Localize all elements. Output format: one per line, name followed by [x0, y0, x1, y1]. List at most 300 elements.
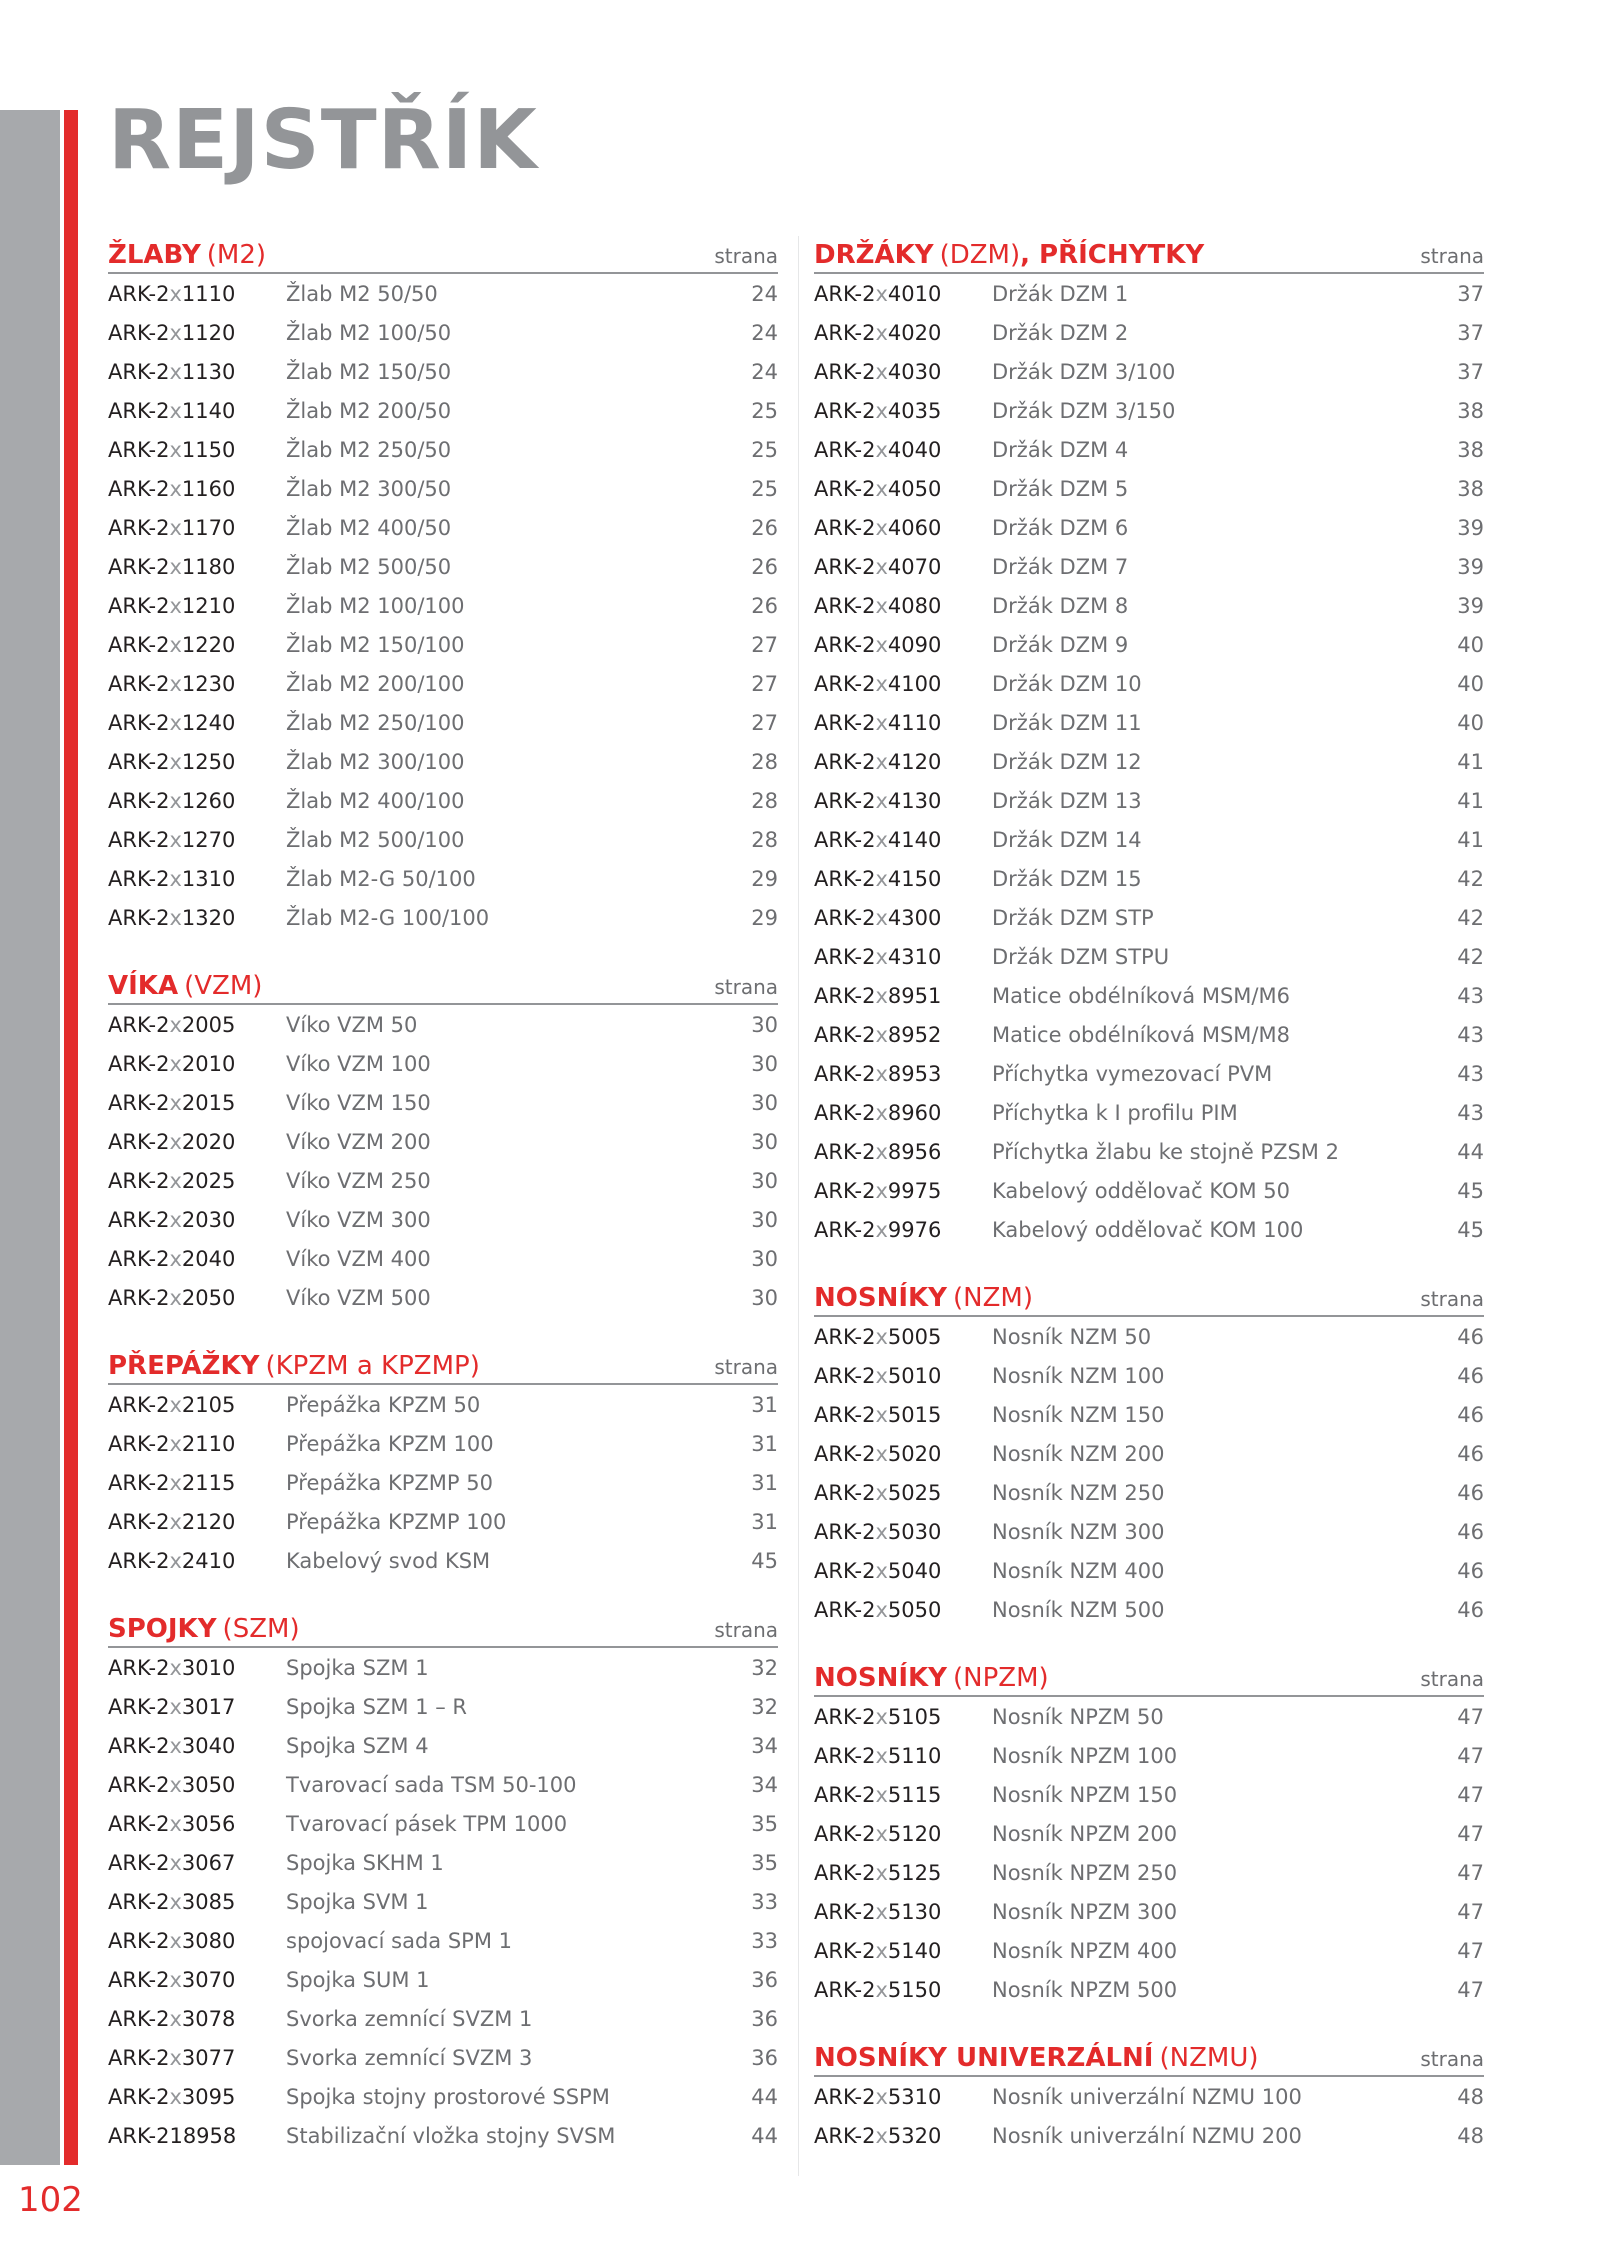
product-description: Matice obdélníková MSM/M8 — [992, 1022, 1290, 1047]
column-divider — [798, 236, 799, 2176]
page-reference: 47 — [1457, 1899, 1484, 1924]
page-reference: 30 — [751, 1129, 778, 1154]
page-reference: 47 — [1457, 1821, 1484, 1846]
index-row — [108, 898, 778, 937]
index-row — [108, 1882, 778, 1921]
code-x: x — [169, 398, 182, 423]
product-description: Držák DZM 14 — [992, 827, 1142, 852]
product-code: ARK-2x2030 — [108, 1207, 236, 1232]
page-reference: 31 — [751, 1392, 778, 1417]
product-description: Přepážka KPZM 100 — [286, 1431, 494, 1456]
code-x: x — [169, 1733, 182, 1758]
code-x: x — [875, 905, 888, 930]
product-code: ARK-2x1240 — [108, 710, 236, 735]
section-header — [108, 236, 778, 274]
product-code: ARK-2x4040 — [814, 437, 942, 462]
product-description: Spojka SKHM 1 — [286, 1850, 444, 1875]
index-row — [108, 1044, 778, 1083]
index-row — [108, 1843, 778, 1882]
index-row — [108, 1960, 778, 1999]
index-row — [108, 274, 778, 313]
code-x: x — [169, 1470, 182, 1495]
product-description: Žlab M2 200/100 — [286, 671, 465, 696]
page-reference: 46 — [1457, 1558, 1484, 1583]
page-reference: 39 — [1457, 515, 1484, 540]
product-description: Žlab M2 250/50 — [286, 437, 452, 462]
product-description: Nosník NZM 200 — [992, 1441, 1165, 1466]
product-code: ARK-2x2105 — [108, 1392, 236, 1417]
section-title-code: (NPZM) — [953, 1663, 1049, 1693]
page-reference: 45 — [751, 1548, 778, 1573]
code-x: x — [169, 1850, 182, 1875]
product-description: Držák DZM 1 — [992, 281, 1129, 306]
code-x: x — [875, 1743, 888, 1768]
product-code: ARK-2x1250 — [108, 749, 236, 774]
index-row — [108, 703, 778, 742]
product-code: ARK-2x5320 — [814, 2123, 942, 2148]
index-row — [108, 586, 778, 625]
product-code: ARK-2x9976 — [814, 1217, 942, 1242]
index-row — [814, 1356, 1484, 1395]
page-reference: 46 — [1457, 1597, 1484, 1622]
code-x: x — [875, 1100, 888, 1125]
page-number: 102 — [18, 2180, 83, 2220]
section-header — [814, 236, 1484, 274]
index-row — [108, 1921, 778, 1960]
index-row — [814, 1736, 1484, 1775]
product-code: ARK-2x4020 — [814, 320, 942, 345]
code-x: x — [875, 1363, 888, 1388]
index-section — [108, 1610, 778, 2155]
section-header — [814, 1279, 1484, 1317]
section-title-code: (NZM) — [953, 1283, 1033, 1313]
product-code: ARK-2x4300 — [814, 905, 942, 930]
product-code: ARK-2x2010 — [108, 1051, 236, 1076]
product-code: ARK-218958 — [108, 2123, 237, 2148]
page-reference: 44 — [751, 2084, 778, 2109]
code-x: x — [875, 1899, 888, 1924]
code-x: x — [169, 437, 182, 462]
product-code: ARK-2x3010 — [108, 1655, 236, 1680]
product-description: Nosník univerzální NZMU 200 — [992, 2123, 1302, 2148]
index-row — [108, 2077, 778, 2116]
index-section — [814, 236, 1484, 1249]
product-description: Matice obdélníková MSM/M6 — [992, 983, 1290, 1008]
product-code: ARK-2x4310 — [814, 944, 942, 969]
code-x: x — [169, 1392, 182, 1417]
product-code: ARK-2x1180 — [108, 554, 236, 579]
product-code: ARK-2x3095 — [108, 2084, 236, 2109]
page-reference: 46 — [1457, 1441, 1484, 1466]
product-code: ARK-2x4130 — [814, 788, 942, 813]
product-description: Nosník NPZM 500 — [992, 1977, 1178, 2002]
code-x: x — [875, 476, 888, 501]
index-row — [814, 1093, 1484, 1132]
section-title-code: (NZMU) — [1159, 2043, 1259, 2073]
product-code: ARK-2x4120 — [814, 749, 942, 774]
code-x: x — [169, 1811, 182, 1836]
product-code: ARK-2x3017 — [108, 1694, 236, 1719]
product-code: ARK-2x1140 — [108, 398, 236, 423]
product-code: ARK-2x1170 — [108, 515, 236, 540]
code-x: x — [875, 437, 888, 462]
section-title-name: NOSNÍKY — [814, 1283, 947, 1313]
page-reference: 24 — [751, 281, 778, 306]
page-reference: 28 — [751, 788, 778, 813]
index-row — [814, 1551, 1484, 1590]
code-x: x — [169, 1928, 182, 1953]
product-code: ARK-2x2410 — [108, 1548, 236, 1573]
product-code: ARK-2x1160 — [108, 476, 236, 501]
index-row — [108, 1726, 778, 1765]
product-description: Držák DZM STPU — [992, 944, 1170, 969]
page-reference: 34 — [751, 1733, 778, 1758]
index-row — [814, 820, 1484, 859]
product-description: Spojka stojny prostorové SSPM — [286, 2084, 610, 2109]
code-x: x — [875, 1977, 888, 2002]
code-x: x — [169, 1012, 182, 1037]
code-x: x — [875, 1022, 888, 1047]
index-row — [108, 1463, 778, 1502]
page-reference: 27 — [751, 671, 778, 696]
index-row — [814, 703, 1484, 742]
product-description: Žlab M2 250/100 — [286, 710, 465, 735]
product-code: ARK-2x5150 — [814, 1977, 942, 2002]
code-x: x — [875, 788, 888, 813]
section-title — [108, 1353, 480, 1379]
product-code: ARK-2x1120 — [108, 320, 236, 345]
page-reference: 47 — [1457, 1938, 1484, 1963]
product-description: Nosník univerzální NZMU 100 — [992, 2084, 1302, 2109]
product-code: ARK-2x5030 — [814, 1519, 942, 1544]
page-reference: 29 — [751, 866, 778, 891]
page-reference: 47 — [1457, 1860, 1484, 1885]
product-description: Příchytka k I profilu PIM — [992, 1100, 1238, 1125]
product-code: ARK-2x3040 — [108, 1733, 236, 1758]
product-code: ARK-2x4070 — [814, 554, 942, 579]
product-description: Kabelový oddělovač KOM 100 — [992, 1217, 1304, 1242]
product-code: ARK-2x2050 — [108, 1285, 236, 1310]
product-description: Nosník NPZM 300 — [992, 1899, 1178, 1924]
product-description: Nosník NZM 250 — [992, 1480, 1165, 1505]
code-x: x — [875, 1938, 888, 1963]
product-description: Držák DZM 15 — [992, 866, 1142, 891]
code-x: x — [169, 1694, 182, 1719]
product-description: Tvarovací pásek TPM 1000 — [286, 1811, 568, 1836]
product-description: Nosník NPZM 400 — [992, 1938, 1178, 1963]
section-header — [108, 967, 778, 1005]
page-reference: 36 — [751, 2045, 778, 2070]
code-x: x — [875, 1061, 888, 1086]
product-description: Žlab M2 150/50 — [286, 359, 452, 384]
product-code: ARK-2x5310 — [814, 2084, 942, 2109]
product-code: ARK-2x4090 — [814, 632, 942, 657]
index-row — [108, 1200, 778, 1239]
product-code: ARK-2x2015 — [108, 1090, 236, 1115]
code-x: x — [875, 2084, 888, 2109]
page-reference: 36 — [751, 2006, 778, 2031]
code-x: x — [875, 1821, 888, 1846]
code-x: x — [169, 1246, 182, 1271]
code-x: x — [169, 1090, 182, 1115]
index-row — [814, 1395, 1484, 1434]
strana-label: strana — [714, 975, 778, 999]
code-x: x — [169, 476, 182, 501]
page-reference: 28 — [751, 749, 778, 774]
index-row — [814, 976, 1484, 1015]
product-description: Nosník NZM 300 — [992, 1519, 1165, 1544]
code-x: x — [169, 1207, 182, 1232]
product-code: ARK-2x4010 — [814, 281, 942, 306]
side-red-bar — [64, 110, 78, 2165]
right-column — [814, 236, 1484, 2185]
code-x: x — [875, 1704, 888, 1729]
product-description: Žlab M2 100/100 — [286, 593, 465, 618]
code-x: x — [169, 1772, 182, 1797]
index-row — [814, 859, 1484, 898]
index-row — [108, 1502, 778, 1541]
section-title-name: PŘEPÁŽKY — [108, 1351, 260, 1381]
index-row — [108, 1122, 778, 1161]
product-description: Žlab M2 400/100 — [286, 788, 465, 813]
index-row — [108, 2038, 778, 2077]
index-row — [814, 274, 1484, 313]
index-row — [814, 1015, 1484, 1054]
product-code: ARK-2x4150 — [814, 866, 942, 891]
code-x: x — [169, 1431, 182, 1456]
product-code: ARK-2x1150 — [108, 437, 236, 462]
product-description: Nosník NPZM 50 — [992, 1704, 1164, 1729]
product-description: Žlab M2 300/100 — [286, 749, 465, 774]
index-row — [108, 391, 778, 430]
product-description: Žlab M2 400/50 — [286, 515, 452, 540]
page-reference: 32 — [751, 1655, 778, 1680]
index-row — [108, 1648, 778, 1687]
page-reference: 37 — [1457, 320, 1484, 345]
code-x: x — [169, 554, 182, 579]
product-description: Víko VZM 200 — [286, 1129, 431, 1154]
section-title — [814, 1285, 1033, 1311]
code-x: x — [875, 398, 888, 423]
section-title-extra: , PŘÍCHYTKY — [1020, 240, 1205, 270]
code-x: x — [875, 515, 888, 540]
page-reference: 43 — [1457, 1061, 1484, 1086]
product-code: ARK-2x2020 — [108, 1129, 236, 1154]
page-reference: 31 — [751, 1431, 778, 1456]
page-reference: 43 — [1457, 983, 1484, 1008]
product-code: ARK-2x4050 — [814, 476, 942, 501]
index-section — [108, 1347, 778, 1580]
index-row — [814, 664, 1484, 703]
product-code: ARK-2x5015 — [814, 1402, 942, 1427]
index-row — [108, 1083, 778, 1122]
code-x: x — [169, 1889, 182, 1914]
product-code: ARK-2x9975 — [814, 1178, 942, 1203]
product-description: Víko VZM 400 — [286, 1246, 431, 1271]
page-reference: 37 — [1457, 281, 1484, 306]
code-x: x — [875, 944, 888, 969]
product-description: Žlab M2 50/50 — [286, 281, 438, 306]
product-code: ARK-2x1110 — [108, 281, 236, 306]
product-description: Víko VZM 100 — [286, 1051, 431, 1076]
product-code: ARK-2x1230 — [108, 671, 236, 696]
product-code: ARK-2x1320 — [108, 905, 236, 930]
product-description: Žlab M2 100/50 — [286, 320, 452, 345]
page-reference: 30 — [751, 1012, 778, 1037]
index-row — [814, 1473, 1484, 1512]
index-section — [814, 1279, 1484, 1629]
product-code: ARK-2x5050 — [814, 1597, 942, 1622]
code-x: x — [875, 1782, 888, 1807]
index-row — [814, 1434, 1484, 1473]
page-reference: 39 — [1457, 593, 1484, 618]
product-code: ARK-2x3078 — [108, 2006, 236, 2031]
product-description: Držák DZM 8 — [992, 593, 1129, 618]
code-x: x — [169, 749, 182, 774]
product-description: Nosník NPZM 200 — [992, 1821, 1178, 1846]
section-title-name: NOSNÍKY — [814, 1663, 947, 1693]
index-row — [108, 1239, 778, 1278]
product-code: ARK-2x4140 — [814, 827, 942, 852]
product-code: ARK-2x5120 — [814, 1821, 942, 1846]
product-code: ARK-2x3050 — [108, 1772, 236, 1797]
product-description: Kabelový oddělovač KOM 50 — [992, 1178, 1291, 1203]
index-row — [814, 1171, 1484, 1210]
product-description: Držák DZM 10 — [992, 671, 1142, 696]
product-description: Víko VZM 250 — [286, 1168, 431, 1193]
page-reference: 30 — [751, 1090, 778, 1115]
code-x: x — [875, 1860, 888, 1885]
code-x: x — [875, 554, 888, 579]
index-section — [814, 1659, 1484, 2009]
index-row — [814, 1317, 1484, 1356]
product-description: Přepážka KPZMP 50 — [286, 1470, 493, 1495]
code-x: x — [169, 671, 182, 696]
product-description: Žlab M2 500/50 — [286, 554, 452, 579]
product-description: Stabilizační vložka stojny SVSM — [286, 2123, 616, 2148]
index-row — [108, 2116, 778, 2155]
index-row — [108, 1999, 778, 2038]
page-reference: 42 — [1457, 944, 1484, 969]
product-code: ARK-2x1210 — [108, 593, 236, 618]
product-code: ARK-2x8952 — [814, 1022, 942, 1047]
index-row — [814, 1892, 1484, 1931]
product-code: ARK-2x5025 — [814, 1480, 942, 1505]
page-reference: 27 — [751, 710, 778, 735]
page-reference: 46 — [1457, 1324, 1484, 1349]
product-description: Držák DZM 13 — [992, 788, 1142, 813]
product-description: Nosník NZM 150 — [992, 1402, 1165, 1427]
index-row — [814, 1775, 1484, 1814]
strana-label: strana — [1420, 2047, 1484, 2071]
page-reference: 25 — [751, 398, 778, 423]
code-x: x — [169, 1285, 182, 1310]
product-description: Víko VZM 300 — [286, 1207, 431, 1232]
section-title — [814, 2045, 1259, 2071]
page-reference: 29 — [751, 905, 778, 930]
code-x: x — [169, 593, 182, 618]
index-row — [814, 391, 1484, 430]
section-header — [814, 1659, 1484, 1697]
code-x: x — [875, 1324, 888, 1349]
product-description: Držák DZM 2 — [992, 320, 1129, 345]
product-description: Držák DZM 11 — [992, 710, 1142, 735]
product-description: Přepážka KPZM 50 — [286, 1392, 481, 1417]
page-reference: 45 — [1457, 1178, 1484, 1203]
index-row — [108, 664, 778, 703]
product-description: Žlab M2 150/100 — [286, 632, 465, 657]
index-row — [108, 469, 778, 508]
page-reference: 30 — [751, 1207, 778, 1232]
code-x: x — [169, 788, 182, 813]
code-x: x — [875, 1402, 888, 1427]
product-description: Držák DZM 3/100 — [992, 359, 1176, 384]
index-row — [814, 1697, 1484, 1736]
strana-label: strana — [714, 1355, 778, 1379]
page-reference: 37 — [1457, 359, 1484, 384]
index-row — [814, 1054, 1484, 1093]
section-title-name: NOSNÍKY UNIVERZÁLNÍ — [814, 2043, 1154, 2073]
page-reference: 44 — [751, 2123, 778, 2148]
code-x: x — [169, 1655, 182, 1680]
product-code: ARK-2x2115 — [108, 1470, 236, 1495]
strana-label: strana — [714, 1618, 778, 1642]
product-code: ARK-2x3077 — [108, 2045, 236, 2070]
page-reference: 33 — [751, 1889, 778, 1914]
page-reference: 36 — [751, 1967, 778, 1992]
index-row — [814, 1970, 1484, 2009]
index-row — [108, 859, 778, 898]
product-code: ARK-2x4035 — [814, 398, 942, 423]
section-title-name: SPOJKY — [108, 1614, 217, 1644]
page-reference: 47 — [1457, 1977, 1484, 2002]
code-x: x — [875, 983, 888, 1008]
page-reference: 43 — [1457, 1022, 1484, 1047]
index-row — [814, 2077, 1484, 2116]
product-code: ARK-2x5005 — [814, 1324, 942, 1349]
page-reference: 47 — [1457, 1743, 1484, 1768]
code-x: x — [169, 905, 182, 930]
page-reference: 42 — [1457, 866, 1484, 891]
page-reference: 38 — [1457, 476, 1484, 501]
product-code: ARK-2x4110 — [814, 710, 942, 735]
product-description: Držák DZM STP — [992, 905, 1154, 930]
code-x: x — [169, 320, 182, 345]
product-description: Žlab M2-G 100/100 — [286, 905, 490, 930]
page-reference: 35 — [751, 1850, 778, 1875]
index-row — [108, 1424, 778, 1463]
product-description: Víko VZM 50 — [286, 1012, 418, 1037]
index-row — [108, 313, 778, 352]
index-row — [108, 1765, 778, 1804]
section-title-code: (VZM) — [184, 971, 263, 1001]
product-code: ARK-2x4060 — [814, 515, 942, 540]
section-header — [108, 1347, 778, 1385]
page-reference: 41 — [1457, 749, 1484, 774]
strana-label: strana — [714, 244, 778, 268]
product-code: ARK-2x5125 — [814, 1860, 942, 1885]
product-code: ARK-2x2110 — [108, 1431, 236, 1456]
product-code: ARK-2x4100 — [814, 671, 942, 696]
page-reference: 31 — [751, 1509, 778, 1534]
section-title — [814, 242, 1204, 268]
page-reference: 47 — [1457, 1704, 1484, 1729]
product-description: Příchytka vymezovací PVM — [992, 1061, 1273, 1086]
code-x: x — [875, 2123, 888, 2148]
page-reference: 47 — [1457, 1782, 1484, 1807]
section-title — [108, 242, 266, 268]
index-row — [108, 1161, 778, 1200]
